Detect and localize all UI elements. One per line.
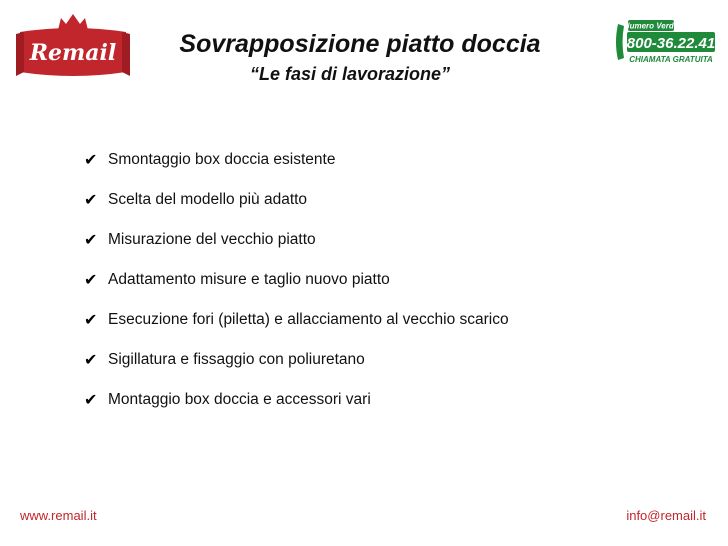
list-item-label: Scelta del modello più adatto [108,191,308,208]
checkmark-icon: ✔ [84,272,98,289]
list-item [84,340,509,380]
remail-logo [14,10,132,88]
checkmark-icon: ✔ [84,352,98,369]
email-link[interactable]: info@remail.it [626,508,706,523]
toll-free-badge [612,18,716,66]
checkmark-icon: ✔ [84,232,98,249]
page-title: Sovrapposizione piatto doccia [179,30,541,58]
list-item-label: Smontaggio box doccia esistente [108,151,336,168]
website-link[interactable]: www.remail.it [20,508,97,523]
list-item [84,300,509,340]
work-steps-list [84,140,509,420]
list-item [84,180,509,220]
page-subtitle: “Le fasi di lavorazione” [249,64,451,84]
checkmark-icon: ✔ [84,312,98,329]
list-item-label: Misurazione del vecchio piatto [108,231,316,248]
list-item [84,220,509,260]
checkmark-icon: ✔ [84,152,98,169]
free-call-label: CHIAMATA GRATUITA [629,55,713,64]
list-item [84,140,509,180]
list-item-label: Adattamento misure e taglio nuovo piatto [108,271,390,288]
logo-text: Remail [29,40,117,66]
toll-free-label: Numero Verde [623,21,679,31]
list-item [84,380,509,420]
list-item [84,260,509,300]
checkmark-icon: ✔ [84,192,98,209]
list-item-label: Montaggio box doccia e accessori vari [108,391,371,408]
list-item-label: Sigillatura e fissaggio con poliuretano [108,351,365,368]
toll-free-number: 800-36.22.41 [626,35,716,52]
checkmark-icon: ✔ [84,392,98,409]
list-item-label: Esecuzione fori (piletta) e allacciamento al vecchio scarico [108,311,509,328]
